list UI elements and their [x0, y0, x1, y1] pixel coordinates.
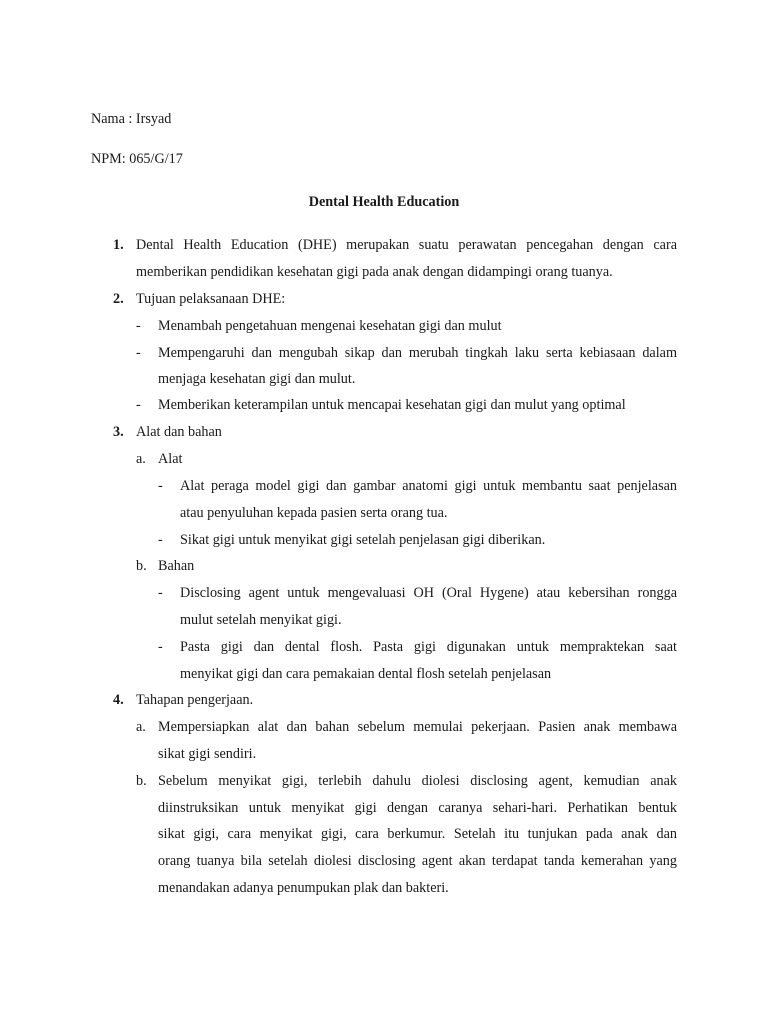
item-number: 4.: [113, 692, 124, 708]
name-line: Nama : Irsyad: [91, 111, 172, 127]
item-number: 3.: [113, 424, 124, 440]
bullet-marker: -: [158, 639, 163, 655]
sub-text-line: orang tuanya bila setelah diolesi disclosing agent akan terdapat tanda kemerahan yang: [158, 853, 677, 869]
bullet-text-line: Disclosing agent untuk mengevaluasi OH (Oral Hygene) atau kebersihan rongga: [180, 585, 677, 601]
bullet-marker: -: [158, 532, 163, 548]
sub-marker: b.: [136, 558, 147, 574]
bullet-text-line: Pasta gigi dan dental flosh. Pasta gigi digunakan untuk mempraktekan saat: [180, 639, 677, 655]
sub-text-line: menandakan adanya penumpukan plak dan bakteri.: [158, 880, 449, 896]
bullet-marker: -: [136, 345, 141, 361]
npm-line: NPM: 065/G/17: [91, 151, 183, 167]
document-title: Dental Health Education: [308, 194, 460, 210]
sub-heading: Alat: [158, 451, 183, 467]
sub-marker: a.: [136, 451, 146, 467]
item-number: 2.: [113, 291, 124, 307]
bullet-text-line: Menambah pengetahuan mengenai kesehatan gigi dan mulut: [158, 318, 502, 334]
sub-heading: Bahan: [158, 558, 195, 574]
bullet-marker: -: [136, 397, 141, 413]
sub-text-line: Sebelum menyikat gigi, terlebih dahulu diolesi disclosing agent, kemudian anak: [158, 773, 677, 789]
item-heading: Tahapan pengerjaan.: [136, 692, 254, 708]
sub-text-line: Mempersiapkan alat dan bahan sebelum memulai pekerjaan. Pasien anak membawa: [158, 719, 677, 735]
sub-text-line: diinstruksikan untuk menyikat gigi dengan caranya sehari-hari. Perhatikan bentuk: [158, 800, 677, 816]
item-number: 1.: [113, 237, 124, 253]
bullet-text-line: mulut setelah menyikat gigi.: [180, 612, 342, 628]
bullet-text-line: Memberikan keterampilan untuk mencapai kesehatan gigi dan mulut yang optimal: [158, 397, 626, 413]
bullet-text-line: atau penyuluhan kepada pasien serta orang tua.: [180, 505, 448, 521]
bullet-text-line: menjaga kesehatan gigi dan mulut.: [158, 371, 356, 387]
sub-text-line: sikat gigi, cara menyikat gigi, cara berkumur. Setelah itu tunjukan pada anak dan: [158, 826, 677, 842]
item-heading: Alat dan bahan: [136, 424, 222, 440]
bullet-marker: -: [158, 478, 163, 494]
bullet-text-line: Alat peraga model gigi dan gambar anatomi gigi untuk membantu saat penjelasan: [180, 478, 677, 494]
bullet-marker: -: [158, 585, 163, 601]
sub-text-line: sikat gigi sendiri.: [158, 746, 257, 762]
bullet-text-line: menyikat gigi dan cara pemakaian dental flosh setelah penjelasan: [180, 666, 552, 682]
sub-marker: a.: [136, 719, 146, 735]
bullet-text-line: Mempengaruhi dan mengubah sikap dan merubah tingkah laku serta kebiasaan dalam: [158, 345, 677, 361]
item-heading: Tujuan pelaksanaan DHE:: [136, 291, 286, 307]
bullet-marker: -: [136, 318, 141, 334]
item-text-line: memberikan pendidikan kesehatan gigi pada anak dengan didampingi orang tuanya.: [136, 264, 613, 280]
item-text-line: Dental Health Education (DHE) merupakan suatu perawatan pencegahan dengan cara: [136, 237, 677, 253]
bullet-text-line: Sikat gigi untuk menyikat gigi setelah penjelasan gigi diberikan.: [180, 532, 546, 548]
sub-marker: b.: [136, 773, 147, 789]
